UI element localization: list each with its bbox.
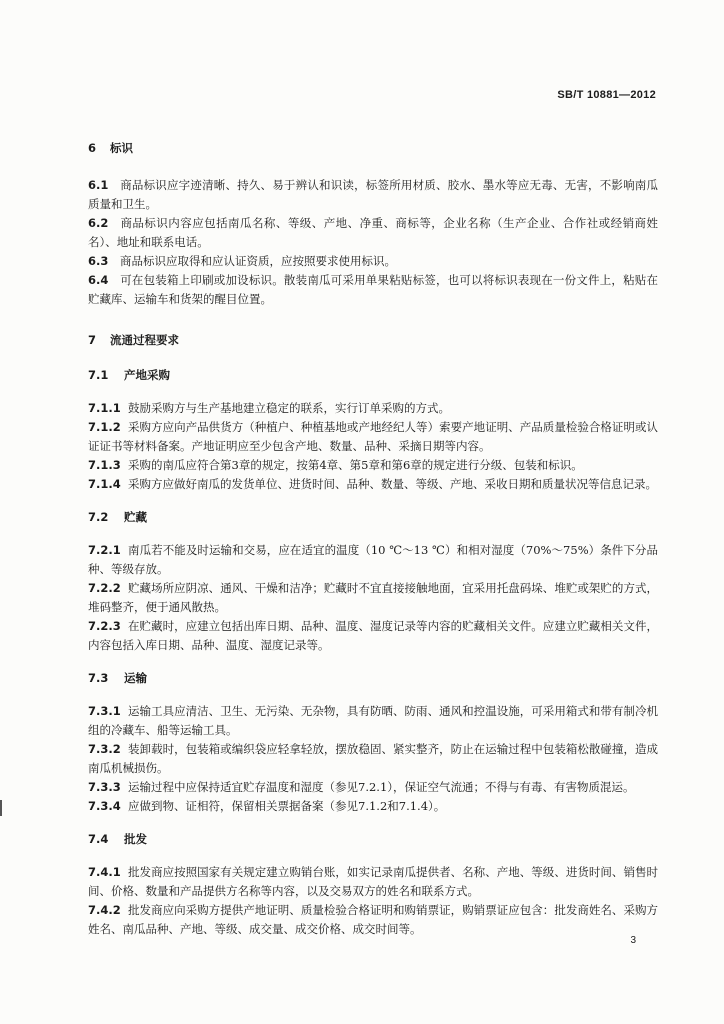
clause-text: 运输工具应清洁、卫生、无污染、无杂物，具有防晒、防雨、通风和控温设施，可采用箱式和带有制冷机组的冷藏车、船等运输工具。 [88,704,658,737]
clause-number: 6.2 [88,216,109,230]
subsection-number: 7.3 [88,671,109,685]
clause-text: 批发商应向采购方提供产地证明、质量检验合格证明和购销票证，购销票证应包含：批发商姓名、采购方姓名、南瓜品种、产地、等级、成交量、成交价格、成交时间等。 [88,903,658,936]
subsection-number: 7.4 [88,832,109,846]
clause-7-1-4 [88,475,658,494]
subsection-number: 7.1 [88,368,109,382]
clause-number: 7.3.3 [88,780,121,794]
subsection-title: 运输 [124,671,147,685]
clause-number: 7.1.2 [88,420,121,434]
clause-text: 采购方应向产品供货方（种植户、种植基地或产地经纪人等）索要产地证明、产品质量检验合格证明或认证证书等材料备案。产地证明应至少包含产地、数量、品种、采摘日期等内容。 [88,420,658,453]
clause-number: 7.2.2 [88,581,121,595]
page-number: 3 [630,935,636,946]
subsection-number: 7.2 [88,510,109,524]
clause-7-3-2 [88,740,658,778]
clause-6-4 [88,271,658,309]
subsection-heading-7-4 [88,830,658,849]
document-body [88,139,658,939]
clause-7-3-4 [88,797,658,816]
standard-code: SB/T 10881—2012 [557,89,656,101]
clause-number: 6.1 [88,178,109,192]
subsection-title: 产地采购 [124,368,170,382]
clause-number: 7.2.1 [88,543,121,557]
clause-text: 商品标识应字迹清晰、持久、易于辨认和识读，标签所用材质、胶水、墨水等应无毒、无害，不影响南瓜质量和卫生。 [88,178,658,211]
clause-7-2-1 [88,541,658,579]
clause-7-1-1 [88,399,658,418]
clause-7-2-3 [88,617,658,655]
clause-number: 6.4 [88,273,109,287]
clause-number: 7.1.3 [88,458,121,472]
clause-7-1-2 [88,418,658,456]
clause-6-1 [88,176,658,214]
clause-text: 贮藏场所应阴凉、通风、干燥和洁净；贮藏时不宜直接接触地面，宜采用托盘码垛、堆贮或架贮的方式，堆码整齐，便于通风散热。 [88,581,658,614]
section-number: 7 [88,333,97,347]
subsection-heading-7-2 [88,508,658,527]
clause-text: 商品标识内容应包括南瓜名称、等级、产地、净重、商标等，企业名称（生产企业、合作社或经销商姓名）、地址和联系电话。 [88,216,658,249]
clause-text: 应做到物、证相符，保留相关票据备案（参见7.1.2和7.1.4）。 [128,799,446,813]
clause-number: 6.3 [88,254,109,268]
clause-text: 运输过程中应保持适宜贮存温度和湿度（参见7.2.1），保证空气流通；不得与有毒、有害物质混运。 [128,780,635,794]
clause-6-3 [88,252,658,271]
scan-edge-mark [0,800,2,816]
clause-number: 7.4.1 [88,865,121,879]
clause-number: 7.1.1 [88,401,121,415]
clause-text: 批发商应按照国家有关规定建立购销台账，如实记录南瓜提供者、名称、产地、等级、进货时间、销售时间、价格、数量和产品提供方名称等内容，以及交易双方的姓名和联系方式。 [88,865,658,898]
clause-number: 7.3.1 [88,704,121,718]
clause-text: 南瓜若不能及时运输和交易，应在适宜的温度（10 ℃～13 ℃）和相对湿度（70%～75%）条件下分品种、等级存放。 [88,543,658,576]
clause-7-1-3 [88,456,658,475]
subsection-heading-7-3 [88,669,658,688]
section-title: 流通过程要求 [110,333,179,347]
section-heading-7 [88,331,658,350]
clause-text: 采购方应做好南瓜的发货单位、进货时间、品种、数量、等级、产地、采收日期和质量状况等信息记录。 [128,477,657,491]
subsection-heading-7-1 [88,366,658,385]
clause-text: 鼓励采购方与生产基地建立稳定的联系，实行订单采购的方式。 [128,401,450,415]
clause-text: 商品标识应取得和应认证资质，应按照要求使用标识。 [120,254,396,268]
clause-number: 7.1.4 [88,477,121,491]
section-number: 6 [88,141,97,155]
clause-7-4-1 [88,863,658,901]
subsection-title: 贮藏 [124,510,147,524]
clause-text: 采购的南瓜应符合第3章的规定，按第4章、第5章和第6章的规定进行分级、包装和标识。 [128,458,583,472]
clause-number: 7.2.3 [88,619,121,633]
clause-7-4-2 [88,901,658,939]
subsection-title: 批发 [124,832,147,846]
clause-number: 7.4.2 [88,903,121,917]
section-title: 标识 [110,141,133,155]
clause-text: 装卸载时，包装箱或编织袋应轻拿轻放，摆放稳固、紧实整齐，防止在运输过程中包装箱松散碰撞，造成南瓜机械损伤。 [88,742,658,775]
clause-7-3-3 [88,778,658,797]
clause-7-2-2 [88,579,658,617]
clause-6-2 [88,214,658,252]
clause-number: 7.3.4 [88,799,121,813]
clause-text: 可在包装箱上印刷或加设标识。散装南瓜可采用单果粘贴标签，也可以将标识表现在一份文件上，粘贴在贮藏库、运输车和货架的醒目位置。 [88,273,658,306]
clause-7-3-1 [88,702,658,740]
clause-text: 在贮藏时，应建立包括出库日期、品种、温度、湿度记录等内容的贮藏相关文件。应建立贮藏相关文件，内容包括入库日期、品种、温度、湿度记录等。 [88,619,658,652]
clause-number: 7.3.2 [88,742,121,756]
section-heading-6 [88,139,658,158]
